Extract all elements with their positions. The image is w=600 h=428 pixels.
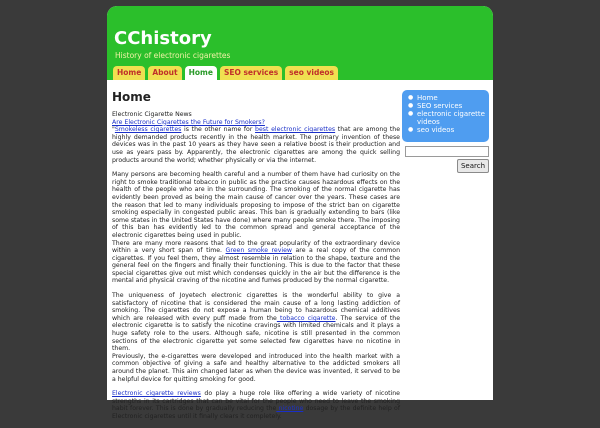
- page-title: Home: [112, 90, 151, 104]
- article-body: [112, 111, 400, 421]
- paragraph-1-quote-text: is the other name for: [181, 126, 256, 134]
- link-electronic-cigarette-reviews[interactable]: Electronic cigarette reviews: [112, 390, 201, 398]
- bullet-icon: ●: [408, 126, 414, 133]
- nav-tab-about[interactable]: About: [148, 66, 181, 80]
- sidebar-link-seo-videos[interactable]: seo videos: [417, 126, 455, 134]
- nav-tab-home[interactable]: Home: [113, 66, 145, 80]
- nav-tab-seo-services[interactable]: SEO services: [220, 66, 282, 80]
- paragraph-1-text: that are among the highly demanded products recently in the health market. The primary invention of these devices was in the past 10 years as they have seen a relative boost is their production and use as years pass by. Apparently, the electronic cigarettes are among the quick selling products around the world; whether physically or via the internet.: [112, 126, 400, 164]
- nav-tab-seo-videos[interactable]: seo videos: [285, 66, 338, 80]
- sidebar-item-electronic-cigarette-videos: [408, 110, 485, 126]
- paragraph-3-text-c: Previously, the e-cigarettes were developed and introduced into the health market with a common objective of giving a safe and healthy alternative to the addicted smokers all around the planet. This aim changed later as when the device was invented, it served to be a helpful device for quitting smoking for good.: [112, 352, 400, 383]
- nav-tab-home-active[interactable]: Home: [185, 66, 217, 80]
- site-header: [107, 6, 493, 80]
- search-button[interactable]: Search: [457, 159, 489, 173]
- bullet-icon: ●: [408, 110, 414, 117]
- article-link[interactable]: Are Electronic Cigarettes the Future for Smokers?: [112, 118, 265, 126]
- paragraph-4-text-a: do play a huge role like offering a wide variety of nicotine strengths in its cartridges that can be vital for the people who need to leave the smoking habit forever. This is done by gradually reducing the: [112, 390, 400, 413]
- link-nicotine[interactable]: nicotine: [276, 405, 304, 413]
- sidebar-item-home: [408, 94, 485, 102]
- sidebar-item-seo-videos: [408, 126, 485, 134]
- link-green-smoke-review[interactable]: Green smoke review: [225, 247, 292, 255]
- paragraph-3: [112, 292, 400, 383]
- paragraph-2: [112, 171, 400, 285]
- sidebar-menu: [402, 90, 489, 142]
- bullet-icon: ●: [408, 94, 414, 101]
- page-wrapper: [107, 6, 493, 420]
- sidebar-link-electronic-cigarette-videos[interactable]: electronic cigarette videos: [417, 110, 485, 126]
- link-smokeless-cigarettes[interactable]: Smokeless cigarettes: [114, 126, 182, 134]
- sidebar-link-home[interactable]: Home: [417, 94, 438, 102]
- main-nav: [113, 66, 341, 80]
- paragraph-3-text-a: The uniqueness of Joyetech electronic cigarettes is the wonderful ability to give a satisfactory of nicotine that is considered the main cause of a long lasting addiction of smoking. The cigarettes do not expose a human being to hazardous chemical additives which are released with every puff made from the: [112, 292, 400, 322]
- paragraph-2-text-c: are a real copy of the common cigarettes. If you feel them, they almost resemble in relation to the shape, texture and the general feel on the fingers and finally their functioning. This is due to the factor that these special cigarettes give out mist which condenses quickly in the air but the difference is the mental and physical craving of the nicotine and fumes produced by the normal cigarette.: [112, 247, 400, 285]
- site-tagline: History of electronic cigarettes: [115, 51, 231, 60]
- main-content: [112, 90, 400, 428]
- link-tobacco-cigarette[interactable]: tobacco cigarette: [276, 314, 336, 322]
- link-best-electronic-cigarettes[interactable]: best electronic cigarettes: [255, 126, 336, 134]
- sidebar-item-seo-services: [408, 102, 485, 110]
- sidebar-link-seo-services[interactable]: SEO services: [417, 102, 463, 110]
- paragraph-2-text-b: There are many more reasons that led to the great popularity of the extraordinary device within a very short span of time.: [112, 239, 400, 255]
- paragraph-2-text-a: Many persons are becoming health careful and a number of them have had curiosity on the right to smoke traditional tobacco in public as the practice causes hazardous effects on the health of the people who are in the surrounding. The smoking of the normal cigarette has evidently been proved as being the main cause of cancer over the years. These cases are the reason that led to many individuals proposing to impose of the strict ban on cigarette smoking especially in congested public areas. This ban is gradually extending to bars (like some states in the United States have done) where many people smoke there. The imposing of this ban has evidently led to the common spread and general acceptance of the electronic cigarettes being used in public.: [112, 171, 400, 239]
- site-title[interactable]: CChistory: [114, 28, 212, 49]
- article-heading: Electronic Cigarette News: [112, 111, 192, 118]
- sidebar-list: [408, 94, 485, 134]
- paragraph-4-text-b: dosage by the definite help of Electronic cigarettes until it finally clears it completely.: [112, 405, 400, 420]
- paragraph-1: [112, 126, 400, 164]
- paragraph-4: [112, 390, 400, 420]
- quote-mark: ": [112, 126, 115, 134]
- search-input[interactable]: [405, 146, 489, 157]
- bullet-icon: ●: [408, 102, 414, 109]
- paragraph-3-text-b: . The service of the electronic cigarette is to satisfy the nicotine cravings with limited chemicals and it plays a huge safety role to the users. Although safe, nicotine is still presented in the common sections of the electronic cigarette yet some selected few cigarettes have no nicotine in them.: [112, 314, 400, 353]
